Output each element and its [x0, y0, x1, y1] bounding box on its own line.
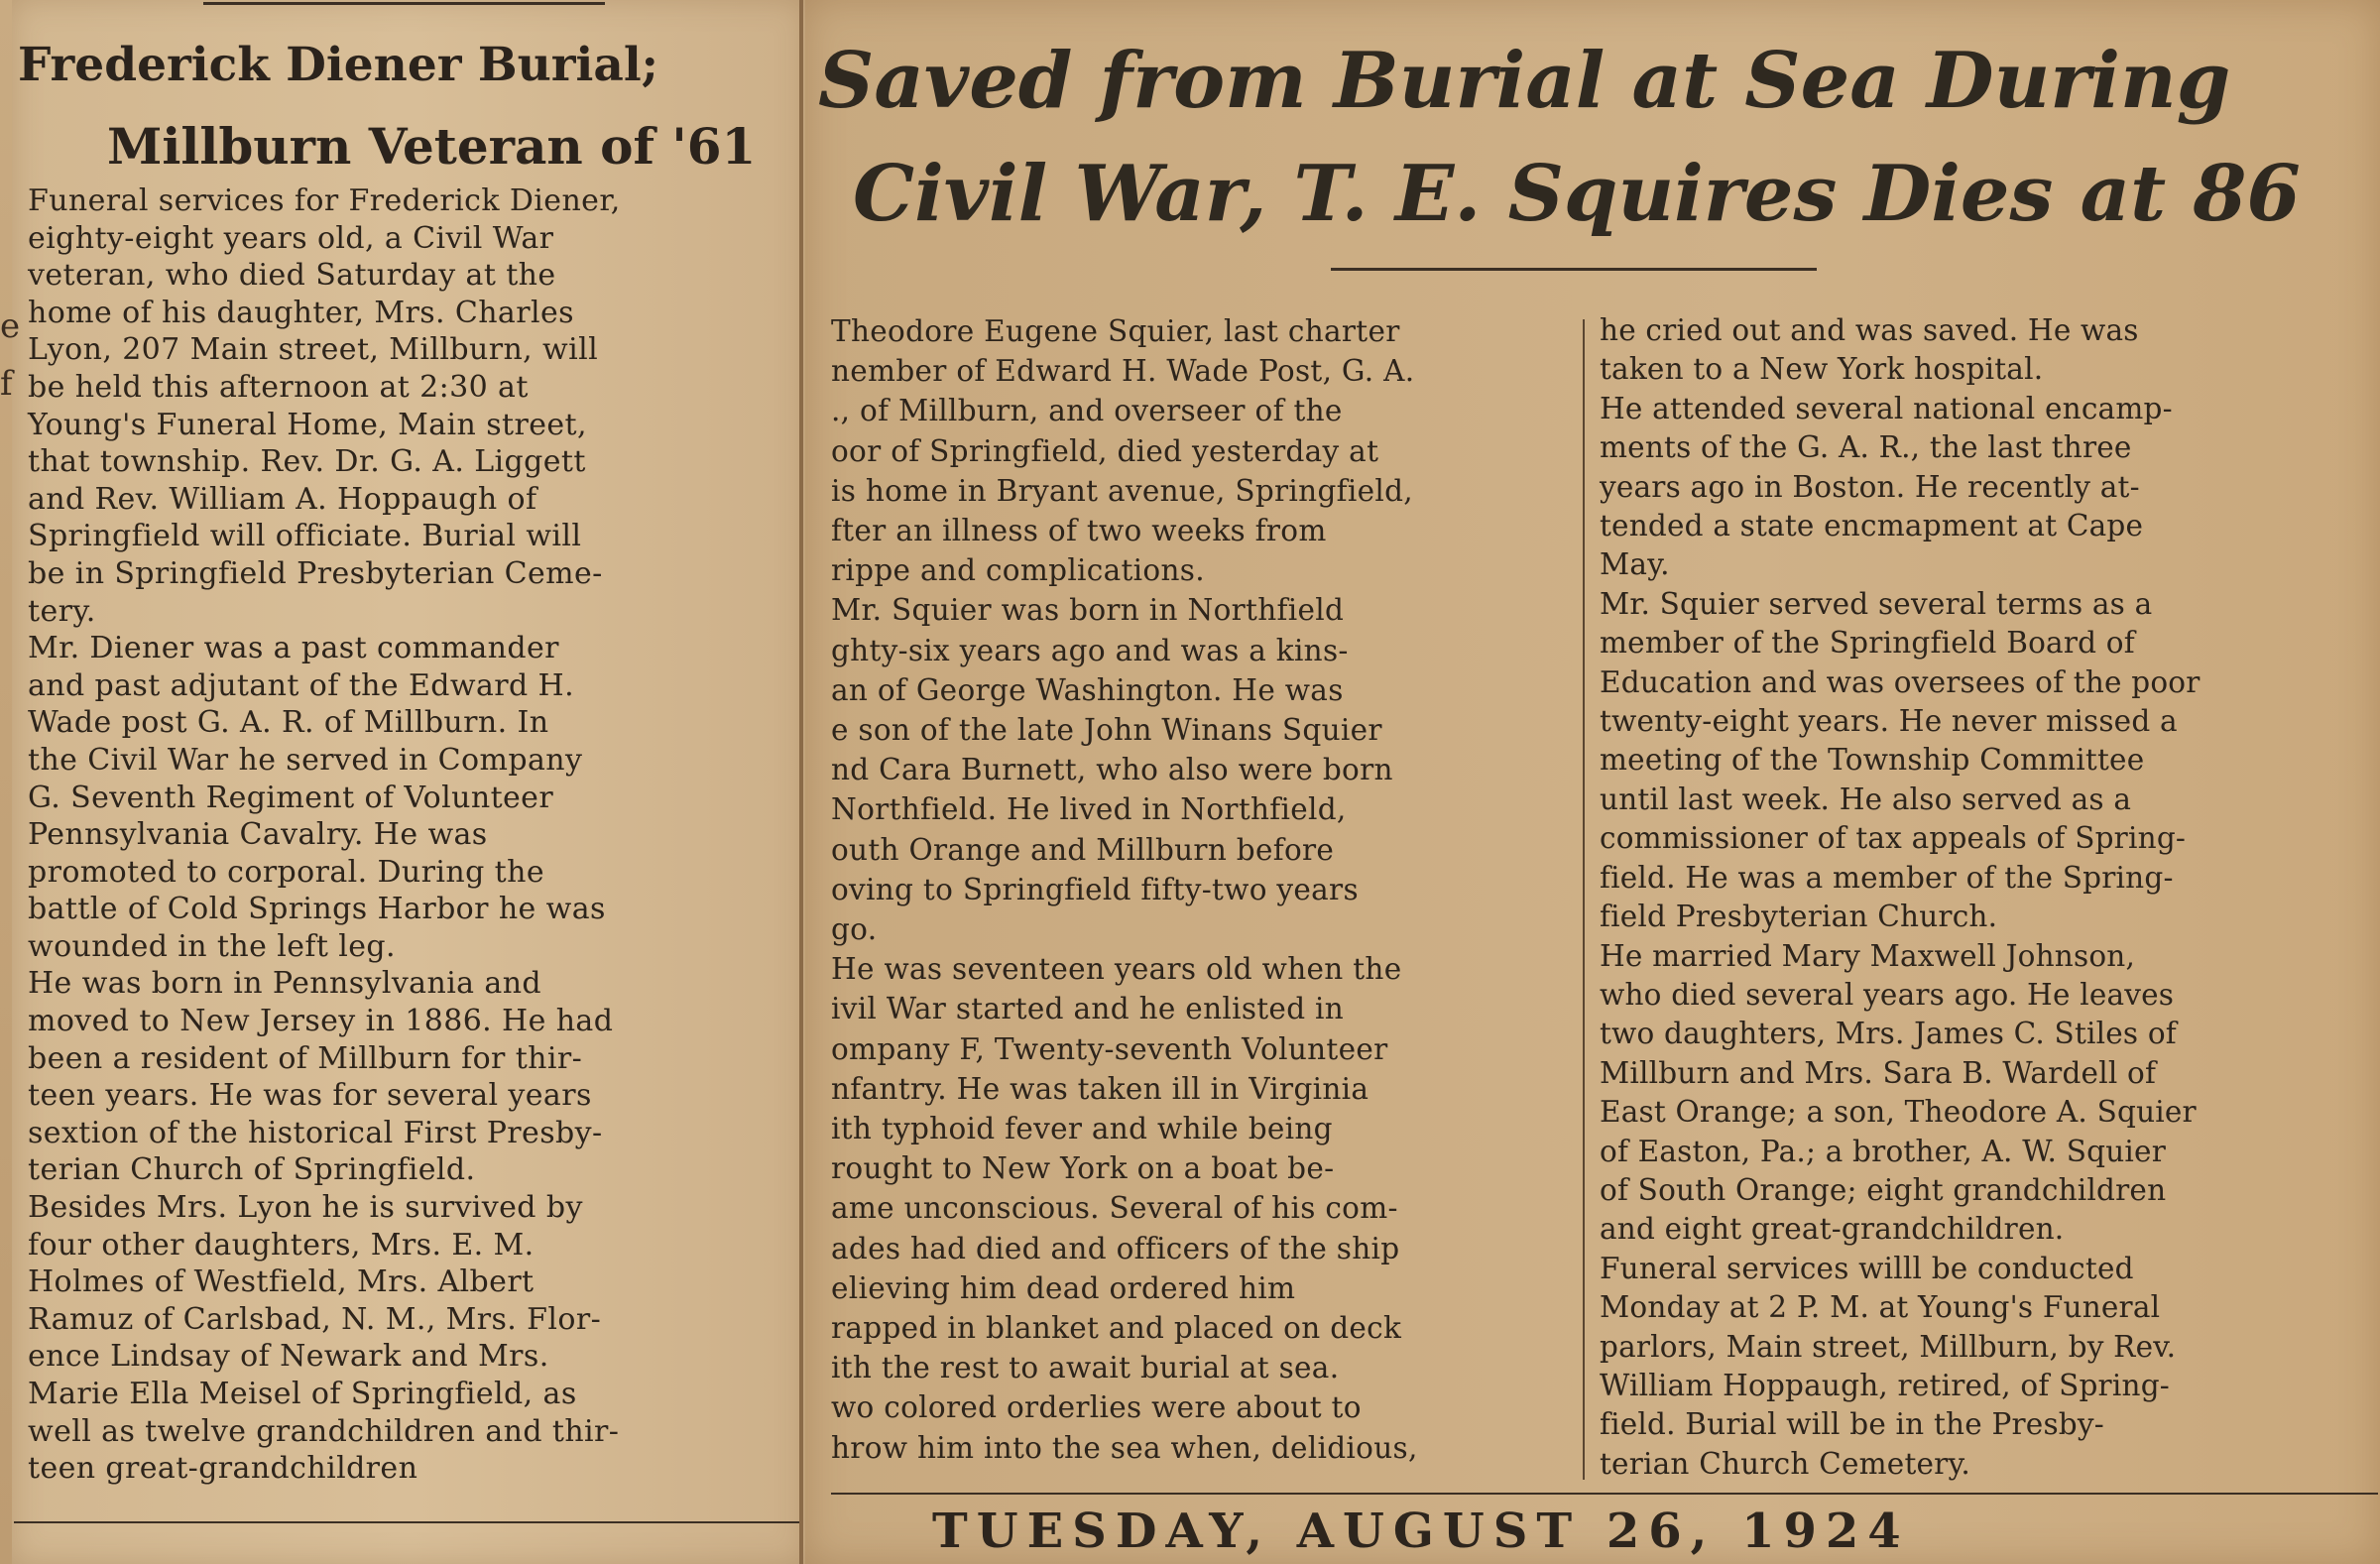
text-line: he cried out and was saved. He was	[1600, 313, 2139, 347]
text-line: member of the Springfield Board of	[1600, 626, 2135, 661]
dateline-rule	[831, 1493, 2378, 1495]
text-line: the Civil War he served in Company	[28, 742, 583, 778]
text-line: Funeral services for Frederick Diener,	[28, 183, 621, 218]
text-line: East Orange; a son, Theodore A. Squier	[1600, 1095, 2197, 1130]
text-line: e son of the late John Winans Squier	[831, 713, 1382, 748]
text-line: He was seventeen years old when the	[831, 952, 1402, 987]
text-line: Holmes of Westfield, Mrs. Albert	[28, 1264, 535, 1300]
text-line: Marie Ella Meisel of Springfield, as	[28, 1377, 577, 1411]
text-line: Pennsylvania Cavalry. He was	[28, 817, 488, 853]
text-line: promoted to corporal. During the	[28, 854, 544, 890]
text-line: home of his daughter, Mrs. Charles	[28, 295, 574, 330]
left-headline-line2: Millburn Veteran of '61	[107, 117, 757, 176]
text-line: ith typhoid fever and while being	[831, 1112, 1333, 1146]
text-line: He was born in Pennsylvania and	[28, 966, 542, 1002]
text-line: ., of Millburn, and overseer of the	[831, 394, 1343, 428]
text-line: ame unconscious. Several of his com-	[831, 1191, 1398, 1226]
text-line: outh Orange and Millburn before	[831, 832, 1335, 867]
text-line: Education and was oversees of the poor	[1600, 664, 2201, 699]
text-line: Ramuz of Carlsbad, N. M., Mrs. Flor-	[28, 1301, 602, 1337]
text-line: be held this afternoon at 2:30 at	[28, 369, 529, 405]
left-headline-line1: Frederick Diener Burial;	[18, 38, 659, 92]
text-line: moved to New Jersey in 1886. He had	[28, 1004, 614, 1039]
text-line: tery.	[28, 593, 96, 629]
text-line: Wade post G. A. R. of Millburn. In	[28, 705, 549, 741]
text-line: terian Church of Springfield.	[28, 1152, 476, 1188]
text-line: Mr. Squier served several terms as a	[1600, 586, 2153, 621]
text-line: nfantry. He was taken ill in Virginia	[831, 1071, 1369, 1106]
text-line: wounded in the left leg.	[28, 928, 396, 964]
text-line: of Easton, Pa.; a brother, A. W. Squier	[1600, 1134, 2166, 1168]
clipping-separator	[799, 0, 803, 1564]
text-line: ence Lindsay of Newark and Mrs.	[28, 1339, 549, 1375]
text-line: well as twelve grandchildren and thir-	[28, 1413, 620, 1449]
text-line: four other daughters, Mrs. E. M.	[28, 1227, 535, 1263]
text-line: Springfield will officiate. Burial will	[28, 519, 582, 554]
text-line: sextion of the historical First Presby-	[28, 1115, 603, 1150]
text-line: field. Burial will be in the Presby-	[1600, 1407, 2104, 1442]
right-article-column-2	[1600, 311, 2365, 1484]
text-line: Besides Mrs. Lyon he is survived by	[28, 1190, 583, 1226]
text-line: ments of the G. A. R., the last three	[1600, 430, 2132, 465]
text-line: terian Church Cemetery.	[1600, 1446, 1970, 1481]
headline-underline	[1331, 268, 1817, 271]
text-line: and Rev. William A. Hoppaugh of	[28, 481, 537, 517]
text-line: be in Springfield Presbyterian Ceme-	[28, 555, 603, 591]
margin-fragment-text: e f	[0, 306, 21, 404]
column-divider	[1583, 319, 1585, 1480]
text-line: been a resident of Millburn for thir-	[28, 1040, 583, 1076]
text-line: meeting of the Township Committee	[1600, 743, 2145, 778]
dateline: TUESDAY, AUGUST 26, 1924	[932, 1504, 1910, 1559]
text-line: who died several years ago. He leaves	[1600, 977, 2175, 1012]
text-line: fter an illness of two weeks from	[831, 514, 1327, 548]
text-line: rippe and complications.	[831, 553, 1205, 588]
text-line: William Hoppaugh, retired, of Spring-	[1600, 1368, 2170, 1402]
text-line: go.	[831, 912, 878, 947]
text-line: commissioner of tax appeals of Spring-	[1600, 821, 2187, 856]
text-line: Millburn and Mrs. Sara B. Wardell of	[1600, 1055, 2157, 1090]
text-line: an of George Washington. He was	[831, 672, 1344, 707]
right-headline-line1: Saved from Burial at Sea During	[818, 36, 2231, 126]
text-line: Young's Funeral Home, Main street,	[28, 407, 587, 442]
text-line: rapped in blanket and placed on deck	[831, 1311, 1402, 1346]
text-line: field. He was a member of the Spring-	[1600, 860, 2174, 895]
text-line: rought to New York on a boat be-	[831, 1151, 1335, 1186]
text-line: ivil War started and he enlisted in	[831, 992, 1345, 1026]
text-line: teen great-grandchildren	[28, 1451, 418, 1487]
text-line: nd Cara Burnett, who also were born	[831, 753, 1393, 787]
text-line: two daughters, Mrs. James C. Stiles of	[1600, 1017, 2177, 1051]
text-line: Monday at 2 P. M. at Young's Funeral	[1600, 1290, 2161, 1325]
text-line: parlors, Main street, Millburn, by Rev.	[1600, 1329, 2177, 1364]
text-line: Funeral services willl be conducted	[1600, 1251, 2134, 1285]
text-line: eighty-eight years old, a Civil War	[28, 220, 554, 256]
text-line: Lyon, 207 Main street, Millburn, will	[28, 332, 599, 368]
text-line: wo colored orderlies were about to	[831, 1390, 1362, 1425]
text-line: veteran, who died Saturday at the	[28, 258, 556, 294]
text-line: G. Seventh Regiment of Volunteer	[28, 780, 554, 815]
text-line: taken to a New York hospital.	[1600, 352, 2044, 387]
text-line: ith the rest to await burial at sea.	[831, 1351, 1340, 1385]
right-headline-line2: Civil War, T. E. Squires Dies at 86	[853, 149, 2301, 239]
text-line: teen years. He was for several years	[28, 1078, 592, 1114]
text-line: and past adjutant of the Edward H.	[28, 667, 575, 703]
text-line: ades had died and officers of the ship	[831, 1231, 1400, 1265]
left-bottom-rule	[14, 1521, 799, 1523]
text-line: hrow him into the sea when, delidious,	[831, 1430, 1418, 1465]
text-line: elieving him dead ordered him	[831, 1270, 1296, 1305]
text-line: He attended several national encamp-	[1600, 391, 2173, 425]
text-line: Mr. Diener was a past commander	[28, 631, 559, 666]
text-line: ghty-six years ago and was a kins-	[831, 633, 1349, 667]
text-line: that township. Rev. Dr. G. A. Liggett	[28, 444, 586, 480]
text-line: ompany F, Twenty-seventh Volunteer	[831, 1031, 1388, 1066]
right-article-column-1	[831, 311, 1565, 1468]
text-line: and eight great-grandchildren.	[1600, 1212, 2065, 1247]
text-line: years ago in Boston. He recently at-	[1600, 469, 2140, 504]
text-line: battle of Cold Springs Harbor he was	[28, 892, 606, 927]
top-rule-left	[203, 2, 605, 5]
text-line: Theodore Eugene Squier, last charter	[831, 314, 1400, 348]
text-line: He married Mary Maxwell Johnson,	[1600, 938, 2136, 973]
margin-fragment	[0, 298, 21, 536]
text-line: Northfield. He lived in Northfield,	[831, 792, 1347, 827]
text-line: tended a state encmapment at Cape	[1600, 509, 2144, 543]
text-line: oving to Springfield fifty-two years	[831, 872, 1359, 906]
text-line: oor of Springfield, died yesterday at	[831, 433, 1379, 468]
text-line: May.	[1600, 547, 1670, 582]
text-line: until last week. He also served as a	[1600, 782, 2132, 816]
text-line: Mr. Squier was born in Northfield	[831, 593, 1345, 628]
text-line: nember of Edward H. Wade Post, G. A.	[831, 354, 1415, 389]
text-line: is home in Bryant avenue, Springfield,	[831, 473, 1413, 508]
text-line: field Presbyterian Church.	[1600, 900, 1998, 934]
left-article-body	[28, 182, 797, 1488]
text-line: of South Orange; eight grandchildren	[1600, 1172, 2167, 1207]
text-line: twenty-eight years. He never missed a	[1600, 704, 2178, 739]
